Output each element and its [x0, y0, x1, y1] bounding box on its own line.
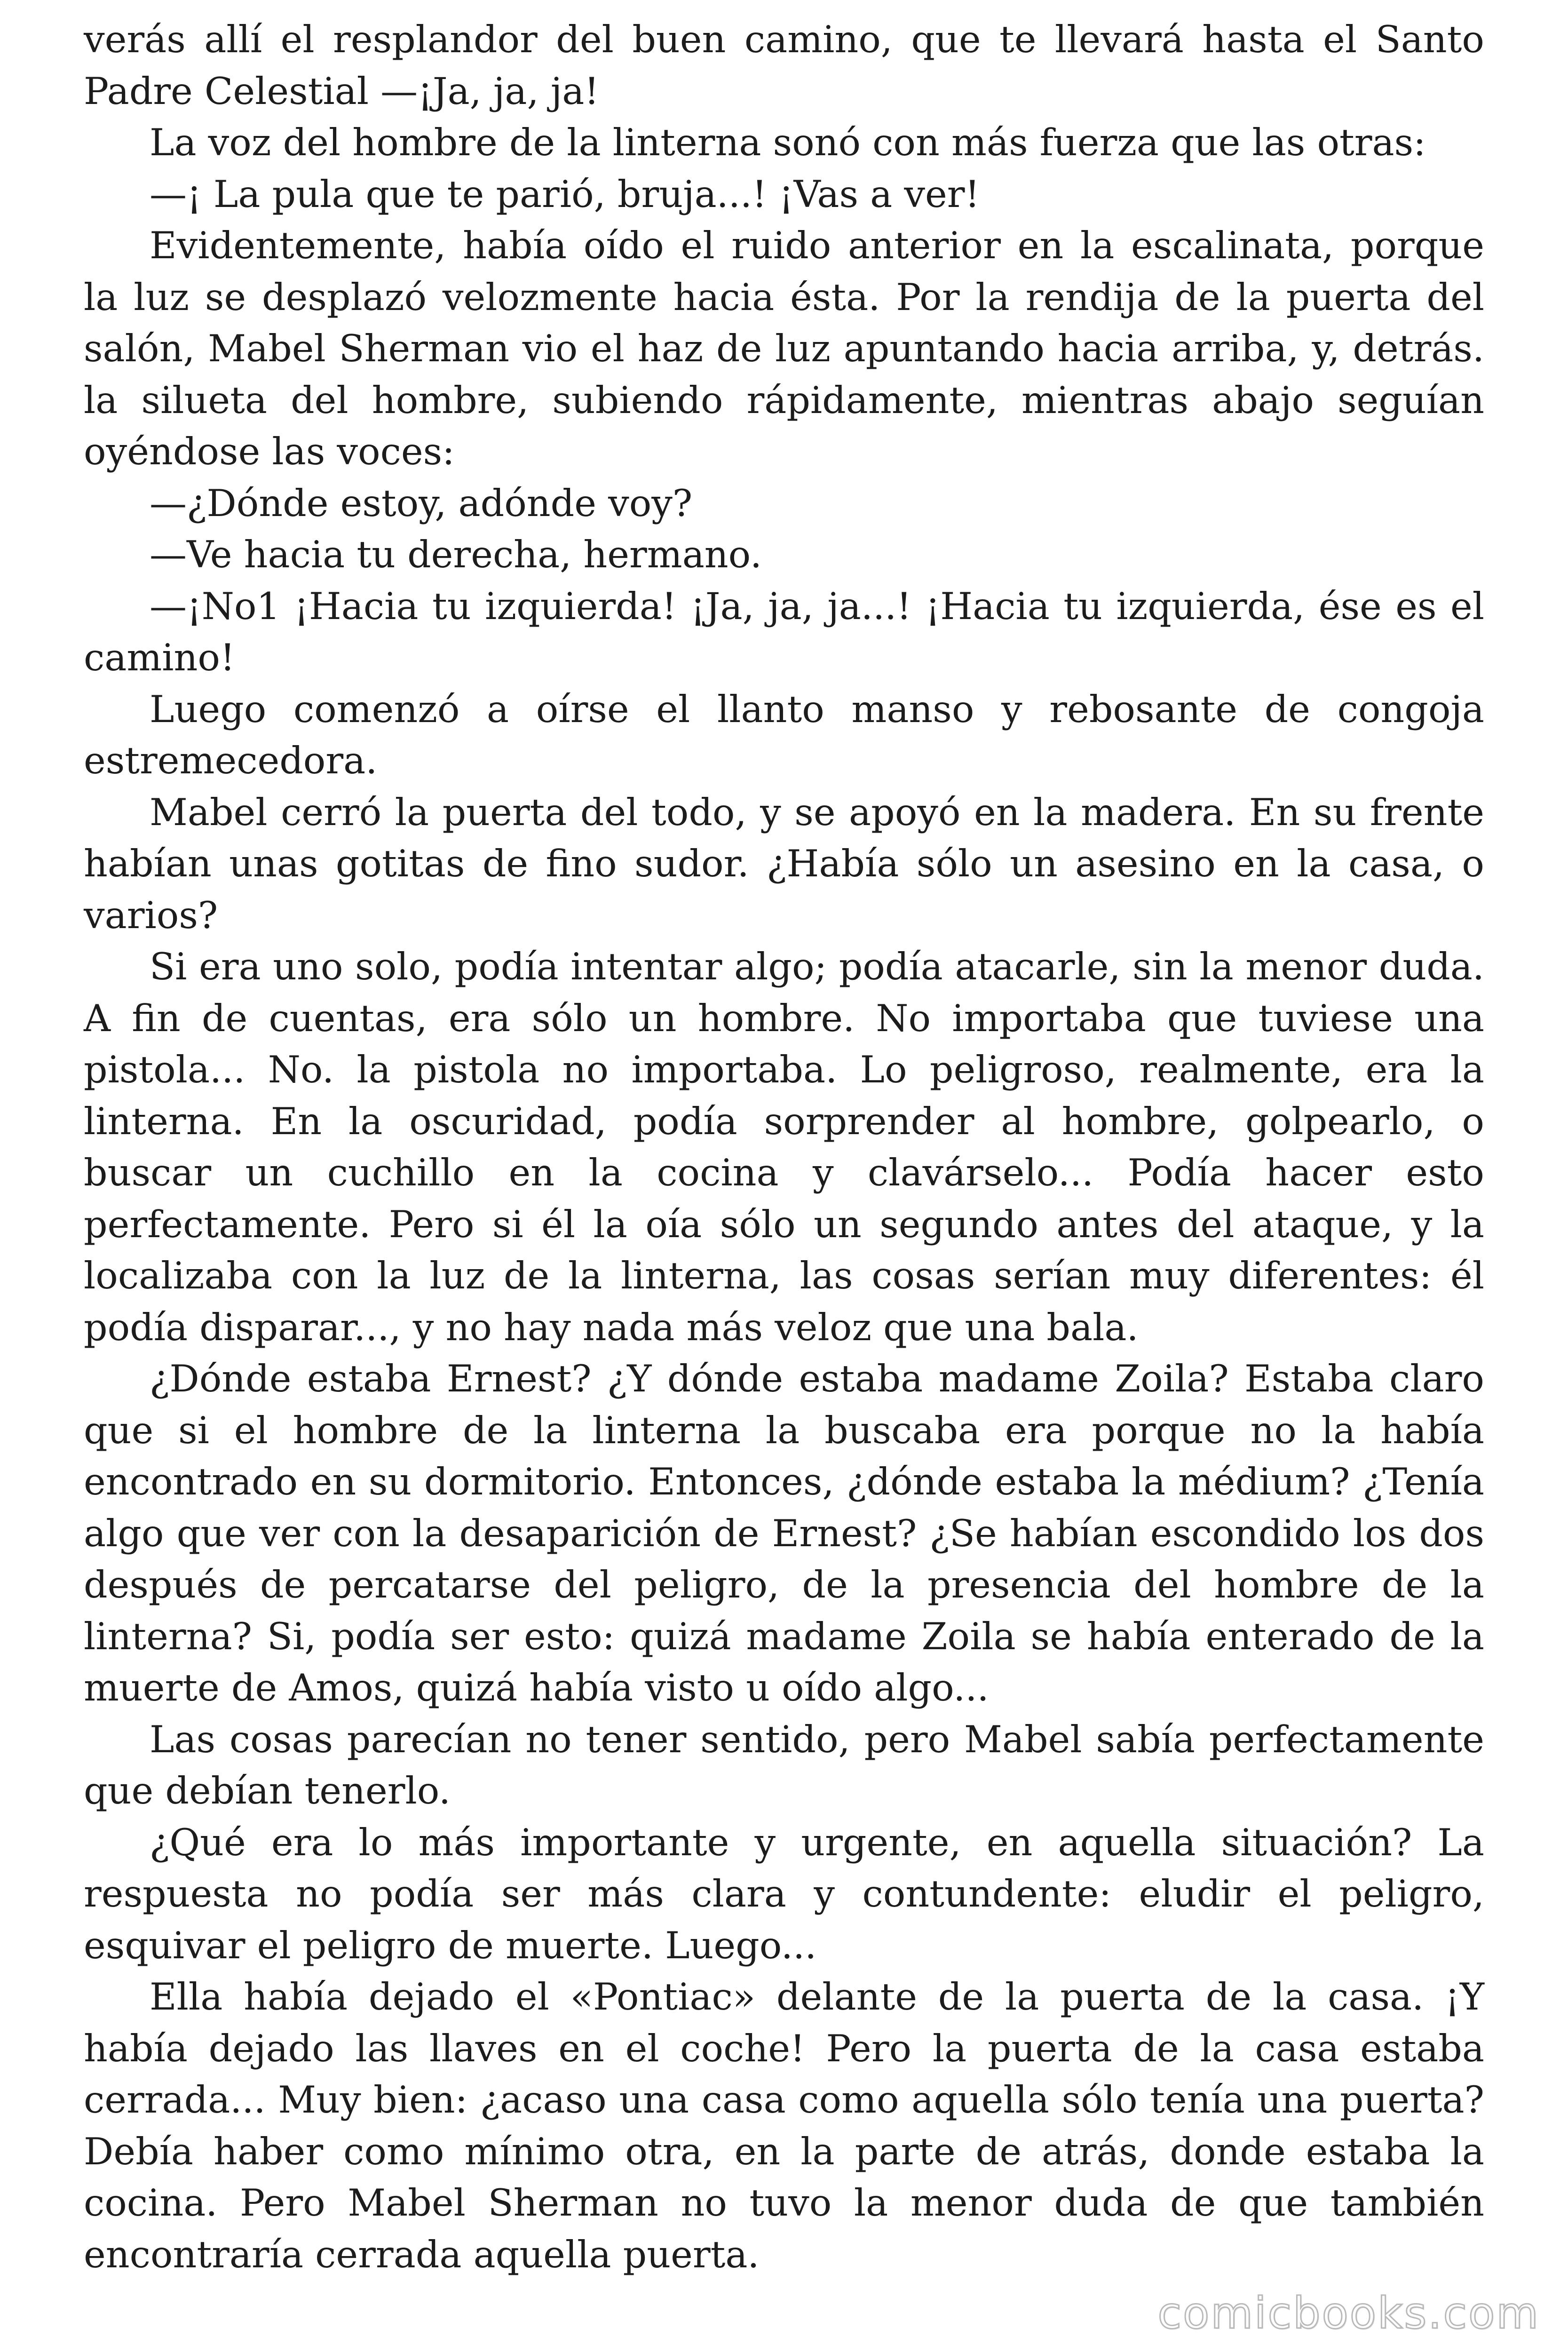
dialogue-line: —¡No1 ¡Hacia tu izquierda! ¡Ja, ja, ja...! ¡Hacia tu izquierda, ése es el camino!: [84, 584, 1484, 679]
dialogue-line: —Ve hacia tu derecha, hermano.: [150, 533, 762, 576]
dialogue-line: —¿Dónde estoy, adónde voy?: [150, 481, 693, 525]
paragraph: ¿Qué era lo más importante y urgente, en aquella situación? La respuesta no podía ser más clara y contundente: eludir el peligro, esquivar el peligro de muerte. Luego...: [84, 1820, 1484, 1967]
paragraph: Luego comenzó a oírse el llanto manso y rebosante de congoja estremecedora.: [84, 687, 1484, 782]
watermark: comicbooks.com: [1157, 2288, 1540, 2338]
paragraph-continued: verás allí el resplandor del buen camino, que te llevará hasta el Santo Padre Celestial —¡Ja, ja, ja!: [84, 18, 1484, 113]
paragraph: ¿Dónde estaba Ernest? ¿Y dónde estaba madame Zoila? Estaba claro que si el hombre de la linterna la buscaba era porque no la había encontrado en su dormitorio. Entonces, ¿dónde estaba la médium? ¿Tenía algo que ver con la desaparición de Ernest? ¿Se habían escondido los dos después de percatarse del peligro, de la presencia del hombre de la linterna? Si, podía ser esto: quizá madame Zoila se había enterado de la muerte de Amos, quizá había visto u oído algo...: [84, 1357, 1484, 1709]
paragraph: Evidentemente, había oído el ruido anterior en la escalinata, porque la luz se desplazó velozmente hacia ésta. Por la rendija de la puerta del salón, Mabel Sherman vio el haz de luz apuntando hacia arriba, y, detrás. la silueta del hombre, subiendo rápidamente, mientras abajo seguían oyéndose las voces:: [84, 224, 1484, 473]
paragraph: Mabel cerró la puerta del todo, y se apoyó en la madera. En su frente habían unas gotitas de fino sudor. ¿Había sólo un asesino en la casa, o varios?: [84, 790, 1484, 937]
paragraph: Ella había dejado el «Pontiac» delante de la puerta de la casa. ¡Y había dejado las llaves en el coche! Pero la puerta de la casa estaba cerrada... Muy bien: ¿acaso una casa como aquella sólo tenía una puerta? Debía haber como mínimo otra, en la parte de atrás, donde estaba la cocina. Pero Mabel Sherman no tuvo la menor duda de que también encontraría cerrada aquella puerta.: [84, 1975, 1484, 2276]
dialogue-line: —¡ La pula que te parió, bruja...! ¡Vas a ver!: [150, 172, 980, 216]
paragraph: Si era uno solo, podía intentar algo; podía atacarle, sin la menor duda. A fin de cuentas, era sólo un hombre. No importaba que tuviese una pistola... No. la pistola no importaba. Lo peligroso, realmente, era la linterna. En la oscuridad, podía sorprender al hombre, golpearlo, o buscar un cuchillo en la cocina y clavárselo... Podía hacer esto perfectamente. Pero si él la oía sólo un segundo antes del ataque, y la localizaba con la luz de la linterna, las cosas serían muy diferentes: él podía disparar..., y no hay nada más veloz que una bala.: [84, 945, 1484, 1349]
paragraph: La voz del hombre de la linterna sonó con más fuerza que las otras:: [150, 121, 1426, 164]
book-page-text: [84, 14, 1484, 2280]
paragraph: Las cosas parecían no tener sentido, pero Mabel sabía perfectamente que debían tenerlo.: [84, 1717, 1484, 1812]
